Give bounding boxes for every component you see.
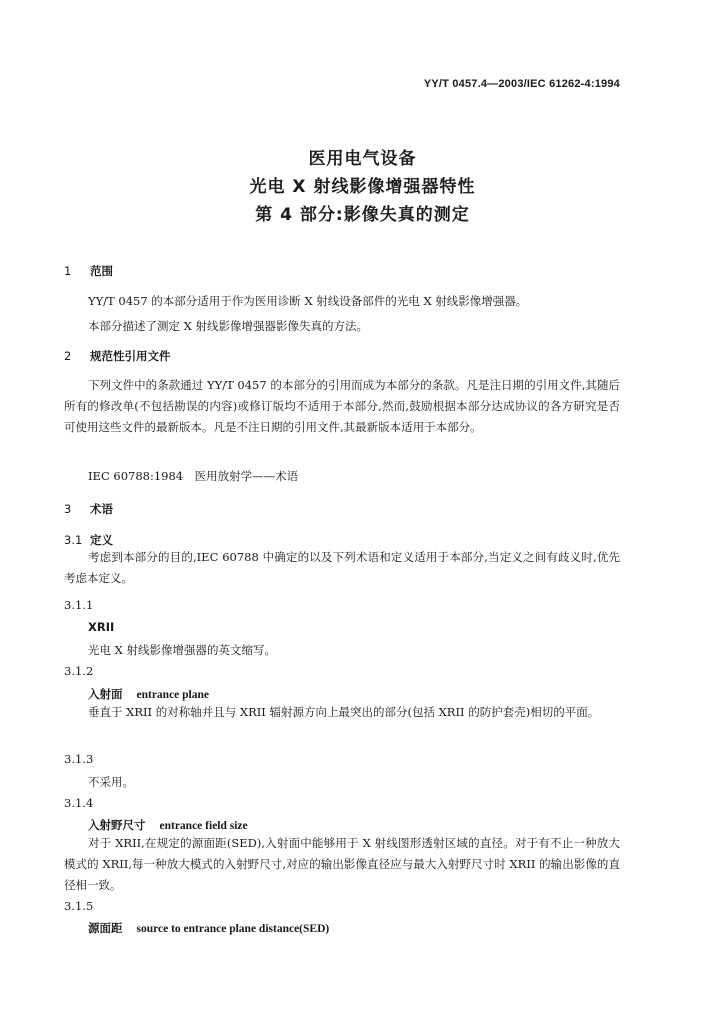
section-title: 术语 xyxy=(90,502,113,516)
section-1-paragraph-1: YY/T 0457 的本部分适用于作为医用诊断 X 射线设备部件的光电 X 射线影像增强器。 xyxy=(88,294,528,308)
clause-3-1-1-number: 3.1.1 xyxy=(64,598,94,612)
clause-3-1-4-number: 3.1.4 xyxy=(64,796,94,810)
section-number: 3 xyxy=(64,502,72,516)
subsection-3-1-text: 考虑到本部分的目的,IEC 60788 中确定的以及下列术语和定义适用于本部分,当定义之间有歧义时,优先考虑本定义。 xyxy=(64,550,620,585)
term-cn: 入射野尺寸 xyxy=(88,818,146,832)
section-1-paragraph-2: 本部分描述了测定 X 射线影像增强器影像失真的方法。 xyxy=(88,319,368,333)
clause-3-1-4-definition: 对于 XRII,在规定的源面距(SED),入射面中能够用于 X 射线图形透射区域的直径。对于有不止一种放大模式的 XRII,每一种放大模式的入射野尺寸,对应的输出影像直径应与最大入射野尺寸时 XRII 的输出影像的直径相一致。 xyxy=(64,836,620,892)
title-line-2: 光电 X 射线影像增强器特性 xyxy=(249,177,476,197)
subsection-number: 3.1 xyxy=(64,533,83,547)
term-en: entrance field size xyxy=(159,820,248,832)
section-title: 范围 xyxy=(90,264,113,278)
clause-3-1-1-term xyxy=(88,620,114,634)
clause-3-1-1-definition: 光电 X 射线影像增强器的英文缩写。 xyxy=(88,643,276,657)
clause-3-1-5-number: 3.1.5 xyxy=(64,899,94,913)
term-cn: 入射面 xyxy=(88,687,123,701)
title-line-1: 医用电气设备 xyxy=(308,149,417,169)
section-number: 1 xyxy=(64,264,72,278)
term-abbr: XRII xyxy=(88,620,115,634)
title-line-3: 第 4 部分:影像失真的测定 xyxy=(255,205,470,225)
clause-3-1-2-term xyxy=(88,686,209,702)
section-2-heading xyxy=(64,348,171,364)
section-2-paragraph: 下列文件中的条款通过 YY/T 0457 的本部分的引用而成为本部分的条款。凡是注日期的引用文件,其随后所有的修改单(不包括勘误的内容)或修订版均不适用于本部分,然而,鼓励根据本部分达成协议的各方研究是否可使用这些文件的最新版本。凡是不注日期的引用文件,其最新版本适用于本部分。 xyxy=(64,378,620,434)
clause-3-1-3-number: 3.1.3 xyxy=(64,752,94,766)
section-title: 规范性引用文件 xyxy=(90,349,171,363)
clause-3-1-2-number: 3.1.2 xyxy=(64,664,94,678)
clause-3-1-2-definition: 垂直于 XRII 的对称轴并且与 XRII 辐射源方向上最突出的部分(包括 XRII 的防护套壳)相切的平面。 xyxy=(88,705,600,719)
section-number: 2 xyxy=(64,349,72,363)
clause-3-1-5-term xyxy=(88,920,329,936)
term-cn: 源面距 xyxy=(88,921,123,935)
term-en: entrance plane xyxy=(136,689,210,701)
normative-reference: IEC 60788:1984 医用放射学——术语 xyxy=(88,469,299,483)
clause-3-1-3-definition: 不采用。 xyxy=(88,775,134,789)
subsection-title: 定义 xyxy=(90,533,113,547)
section-1-heading xyxy=(64,263,113,279)
clause-3-1-4-term xyxy=(88,817,248,833)
standard-number: YY/T 0457.4—2003/IEC 61262-4:1994 xyxy=(423,78,620,90)
subsection-3-1-heading xyxy=(64,532,113,548)
section-3-heading xyxy=(64,501,113,517)
term-en: source to entrance plane distance(SED) xyxy=(136,923,330,935)
